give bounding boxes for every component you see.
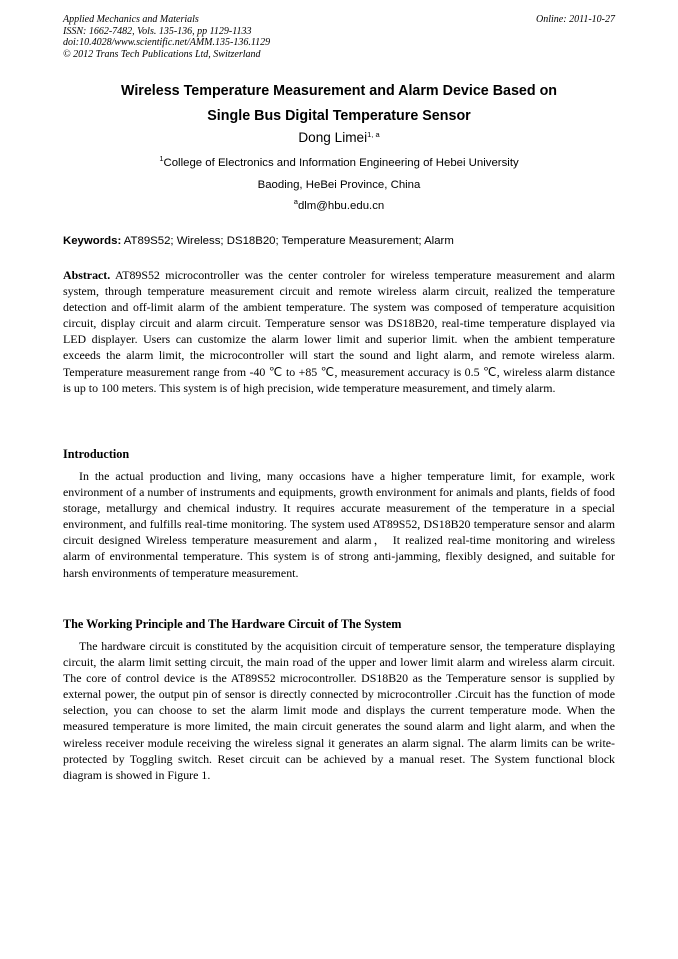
keywords-label: Keywords: — [63, 235, 122, 247]
affiliation-superscript: 1 — [159, 154, 164, 163]
author-superscript: 1, a — [367, 130, 380, 139]
author-email: dlm@hbu.edu.cn — [297, 200, 385, 212]
working-principle-paragraph: The hardware circuit is constituted by the acquisition circuit of temperature sensor, the temperature displaying circuit, the alarm limit setting circuit, the main road of the upper and lower limit alarm and wireless alarm circuit. The core of control device is the AT89S52 microcontroller. DS18B20 as the Temperature sensor is supplied by external power, the output pin of sensor is directly connected by microcontroller .Circuit has the function of mode selection, you can choose to set the alarm limit mode and displays the current temperature mode. When the measured temperature is more limited, the main circuit generates the sound alarm and light alarm, and when the wireless receiver module receiving the wireless signal it generates an alarm signal. The alarm limits can be write-protected by Toggling switch. Reset circuit can be achieved by a manual reset. The System functional block diagram is showed in Figure 1. — [63, 639, 615, 782]
online-date: Online: 2011-10-27 — [536, 14, 615, 25]
journal-name: Applied Mechanics and Materials — [63, 14, 199, 25]
working-principle-heading: The Working Principle and The Hardware Circuit of The System — [63, 617, 402, 631]
affiliation-location: Baoding, HeBei Province, China — [257, 179, 421, 191]
author-name: Dong Limei — [298, 130, 368, 145]
paper-title — [40, 79, 638, 129]
keywords-text: AT89S52; Wireless; DS18B20; Temperature Measurement; Alarm — [121, 235, 454, 247]
journal-header — [63, 14, 615, 60]
abstract-paragraph — [63, 267, 615, 396]
issn-line: ISSN: 1662-7482, Vols. 135-136, pp 1129-1133 — [63, 25, 252, 37]
email-superscript: a — [293, 197, 298, 206]
abstract-label: Abstract. — [63, 268, 111, 282]
keywords-line — [63, 234, 623, 248]
title-line-2: Single Bus Digital Temperature Sensor — [207, 108, 471, 124]
author-line — [0, 129, 678, 147]
introduction-heading: Introduction — [63, 447, 130, 461]
title-line-1: Wireless Temperature Measurement and Alarm Device Based on — [120, 83, 558, 99]
doi-line: doi:10.4028/www.scientific.net/AMM.135-136.1129 — [63, 37, 271, 49]
abstract-text: AT89S52 microcontroller was the center controler for wireless temperature measurement and alarm system, through temperature measurement circuit and remote wireless alarm circuit, realized the temperature detection and off-limit alarm of the ambient temperature. The system was composed of temperature acquisition circuit, display circuit and alarm circuit. Temperature sensor was DS18B20, real-time temperature displayed via LED displayer. Users can customize the alarm lower limit and superior limit. when the ambient temperature exceeds the alarm limit, the microcontroller will start the sound and light alarm, and remote wireless alarm. Temperature measurement range from -40 ℃ to +85 ℃, measurement accuracy is 0.5 ℃, wireless alarm distance is up to 100 meters. This system is of high precision, wide temperature measurement, and timely alarm. — [63, 268, 615, 395]
affiliation-email-line — [0, 199, 678, 213]
introduction-paragraph: In the actual production and living, many occasions have a higher temperature limit, for example, work environment of a number of instruments and equipments, growth environment for animals and plants, fields of food storage, metallurgy and chemical industry. It requires accurate measurement of the temperature in a special environment, and fulfills real-time monitoring. The system used AT89S52, DS18B20 temperature sensor and alarm circuit designed Wireless temperature measurement and alarm， It realized real-time monitoring and wireless alarm of environmental temperature. This system is of strong anti-jamming, flexibly designed, and suitable for harsh environments of temperature measurement. — [63, 469, 615, 580]
copyright-line: © 2012 Trans Tech Publications Ltd, Switzerland — [63, 48, 261, 60]
college-name: College of Electronics and Information Engineering of Hebei University — [163, 157, 519, 169]
affiliation-college — [0, 156, 678, 170]
